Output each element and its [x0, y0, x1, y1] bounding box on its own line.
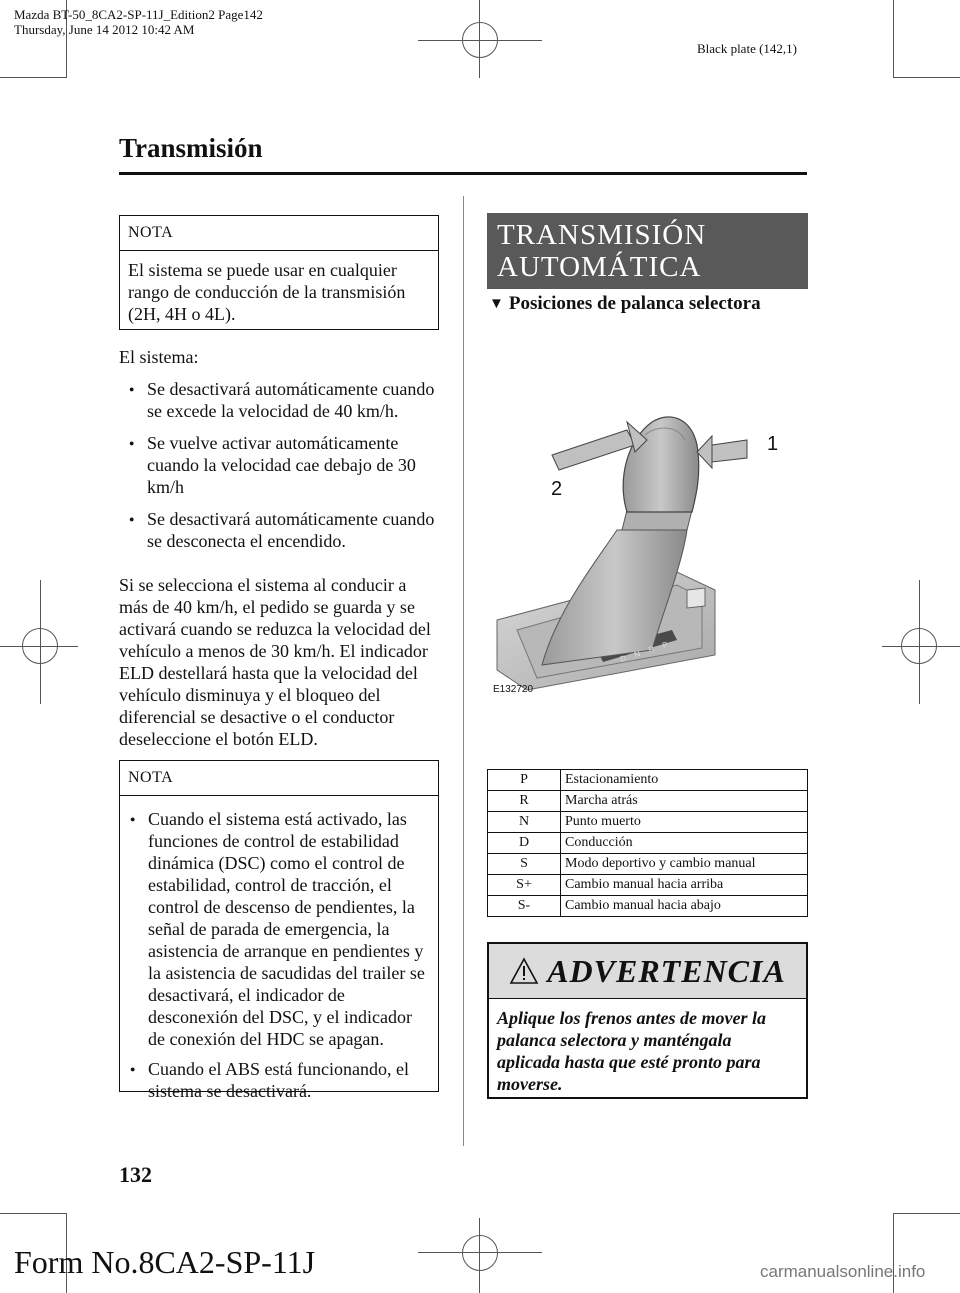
- list-item: ● Se desactivará automáticamente cuando se desconecta el encendido.: [119, 508, 437, 552]
- subheading-text: Posiciones de palanca selectora: [508, 293, 761, 314]
- table-cell-key: S+: [488, 875, 561, 896]
- print-header-line1: Mazda BT-50_8CA2-SP-11J_Edition2 Page142: [14, 7, 263, 22]
- note-title: NOTA: [120, 761, 438, 796]
- figure-code: E132720: [493, 684, 534, 695]
- gear-selector-figure: [487, 400, 787, 700]
- page-number: 132: [119, 1162, 152, 1187]
- note-text: El sistema se puede usar en cualquier rango de conducción de la transmisión (2H, 4H o 4L).: [128, 260, 406, 324]
- list-item: ● Se vuelve activar automáticamente cuando la velocidad cae debajo de 30 km/h: [119, 432, 437, 498]
- table-cell-value: Cambio manual hacia arriba: [561, 875, 808, 896]
- table-row: [488, 875, 808, 896]
- table-cell-key: D: [488, 833, 561, 854]
- callout-1: 1: [767, 433, 779, 455]
- banner-line2: AUTOMÁTICA: [497, 251, 702, 283]
- intro-text: El sistema:: [119, 347, 199, 367]
- selector-positions-table: [487, 769, 808, 917]
- table-cell-key: S-: [488, 896, 561, 917]
- subheading: [489, 293, 761, 315]
- watermark: carmanualsonline.info: [760, 1262, 926, 1281]
- plate-label: Black plate (142,1): [697, 41, 797, 56]
- table-row: [488, 812, 808, 833]
- body-paragraph: Si se selecciona el sistema al conducir a más de 40 km/h, el pedido se guarda y se activará cuando se reduzca la velocidad del vehículo a menos de 30 km/h. El indicador ELD destellará hasta que la velocidad del vehículo disminuya y el bloqueo del diferencial se desactive o el conductor deseleccione el botón ELD.: [119, 575, 431, 749]
- table-row: [488, 791, 808, 812]
- section-banner: [487, 213, 808, 289]
- table-cell-value: Estacionamiento: [561, 770, 808, 791]
- note-box-1: [119, 215, 439, 330]
- gate-label-r: R: [647, 641, 665, 655]
- table-cell-key: S: [488, 854, 561, 875]
- note-box-2: [119, 760, 439, 1101]
- table-cell-value: Marcha atrás: [561, 791, 808, 812]
- warning-triangle-icon: [509, 957, 539, 985]
- table-cell-value: Punto muerto: [561, 812, 808, 833]
- gate-label-d: D: [619, 650, 636, 664]
- banner-line1: TRANSMISIÓN: [497, 219, 707, 251]
- table-cell-value: Cambio manual hacia abajo: [561, 896, 808, 917]
- note-title: NOTA: [120, 216, 438, 251]
- gate-label-n: N: [633, 646, 650, 660]
- list-item: ● Se desactivará automáticamente cuando se excede la velocidad de 40 km/h.: [119, 378, 437, 422]
- triangle-down-icon: ▼: [489, 295, 504, 312]
- table-row: [488, 854, 808, 875]
- form-number: Form No.8CA2-SP-11J: [14, 1244, 316, 1280]
- table-row: [488, 770, 808, 791]
- warning-text: Aplique los frenos antes de mover la palanca selectora y manténgala aplicada hasta que esté pronto para moverse.: [497, 1008, 766, 1094]
- warning-title: ADVERTENCIA: [547, 952, 786, 989]
- table-row: [488, 896, 808, 917]
- table-cell-value: Modo deportivo y cambio manual: [561, 854, 808, 875]
- title-rule: [119, 172, 807, 175]
- table-row: [488, 833, 808, 854]
- table-cell-key: P: [488, 770, 561, 791]
- table-cell-value: Conducción: [561, 833, 808, 854]
- warning-header: [489, 944, 806, 999]
- list-item: ● Cuando el ABS está funcionando, el sistema se desactivará.: [120, 1058, 430, 1102]
- table-cell-key: N: [488, 812, 561, 833]
- page-title: Transmisión: [119, 133, 263, 163]
- list-item: ● Cuando el sistema está activado, las funciones de control de estabilidad dinámica (DSC) como el control de estabilidad, control de tracción, el control de descenso de pendientes, la señal de parada de emergencia, la asistencia de arranque en pendientes y la asistencia de sacudidas del trailer se desactivará, el indicador de desconexión del DSC, y el indicador de conexión del HDC se apagan.: [120, 808, 430, 1050]
- table-cell-key: R: [488, 791, 561, 812]
- callout-2: 2: [551, 478, 563, 500]
- bullet-list: [119, 378, 437, 552]
- gate-label-p: P: [661, 637, 678, 651]
- print-header: [14, 7, 263, 37]
- print-header-line2: Thursday, June 14 2012 10:42 AM: [14, 22, 195, 37]
- warning-box: [487, 942, 808, 1099]
